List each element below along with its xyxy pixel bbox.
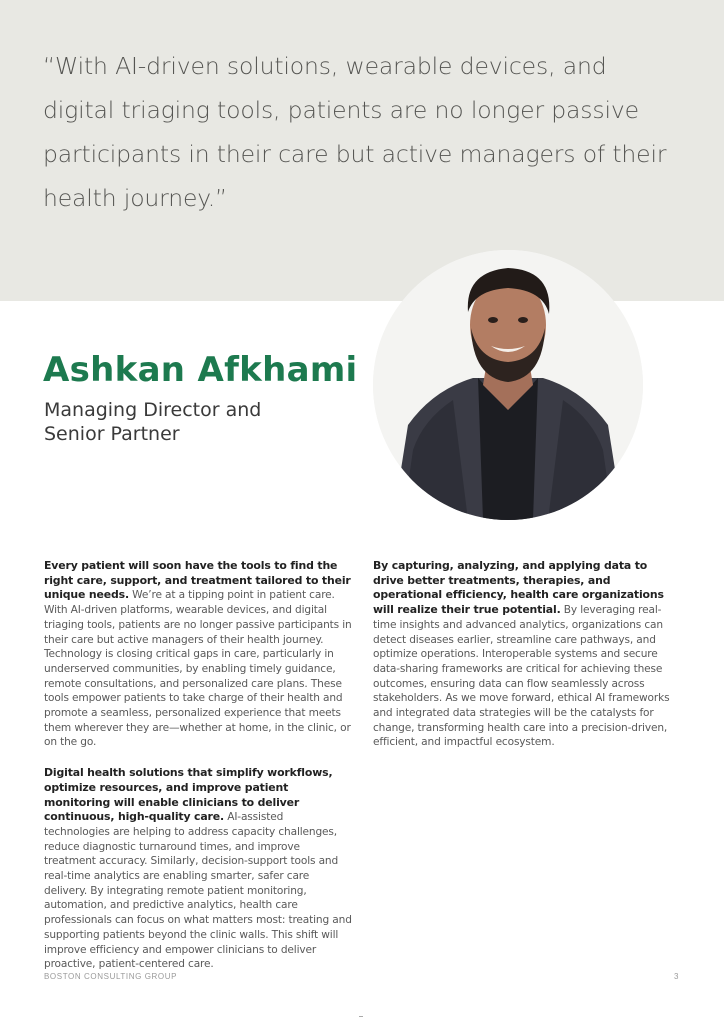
person-name: Ashkan Afkhami [43, 350, 358, 390]
person-title-line-2: Senior Partner [44, 423, 180, 445]
paragraph-lead: By capturing, analyzing, and applying data to drive better treatments, therapies, and operational efficiency, health care organizations will realize their true potential. [373, 559, 664, 617]
footer-divider [359, 1016, 363, 1017]
paragraph-lead: Every patient will soon have the tools to find the right care, support, and treatment tailored to their unique needs. [44, 559, 351, 602]
quote-band [0, 0, 724, 301]
paragraph [44, 559, 352, 750]
paragraph-body: We’re at a tipping point in patient care. With AI-driven platforms, wearable devices, and digital triaging tools, patients are no longer passive participants in their care but active managers of their health journey. Technology is closing critical gaps in care, particularly in underserved communities, by enabling timely guidance, remote consultations, and personalized care plans. These tools empower patients to take charge of their health and promote a seamless, personalized experience that meets them wherever they are—whether at home, in the clinic, or on the go. [44, 589, 352, 749]
portrait-photo [373, 250, 643, 520]
person-portrait-illustration [373, 250, 643, 520]
body-column-right [373, 559, 681, 766]
footer-brand: BOSTON CONSULTING GROUP [44, 972, 178, 981]
person-title [44, 398, 304, 446]
person-title-line-1: Managing Director and [44, 399, 262, 421]
pull-quote: “With AI-driven solutions, wearable devices, and digital triaging tools, patients are no longer passive participants in their care but active managers of their health journey.” [43, 52, 667, 212]
page-number: 3 [674, 972, 679, 981]
paragraph [373, 559, 681, 750]
paragraph-body: AI-assisted technologies are helping to address capacity challenges, reduce diagnostic turnaround times, and improve treatment accuracy. Similarly, decision-support tools and real-time analytics are enabling smarter, safer care delivery. By integrating remote patient monitoring, automation, and predictive analytics, health care professionals can focus on what matters most: treating and supporting patients beyond the clinic walls. This shift will improve efficiency and empower clinicians to deliver proactive, patient-centered care. [44, 811, 352, 971]
paragraph [44, 766, 352, 972]
body-column-left [44, 559, 352, 988]
paragraph-body: By leveraging real-time insights and advanced analytics, organizations can detect diseases earlier, streamline care pathways, and optimize operations. Interoperable systems and secure data-sharing frameworks are critical for achieving these outcomes, ensuring data can flow seamlessly across stakeholders. As we move forward, ethical AI frameworks and integrated data strategies will be the catalysts for change, transforming health care into a precision-driven, efficient, and impactful ecosystem. [373, 604, 670, 749]
paragraph-lead: Digital health solutions that simplify workflows, optimize resources, and improve patient monitoring will enable clinicians to deliver continuous, high-quality care. [44, 766, 333, 824]
